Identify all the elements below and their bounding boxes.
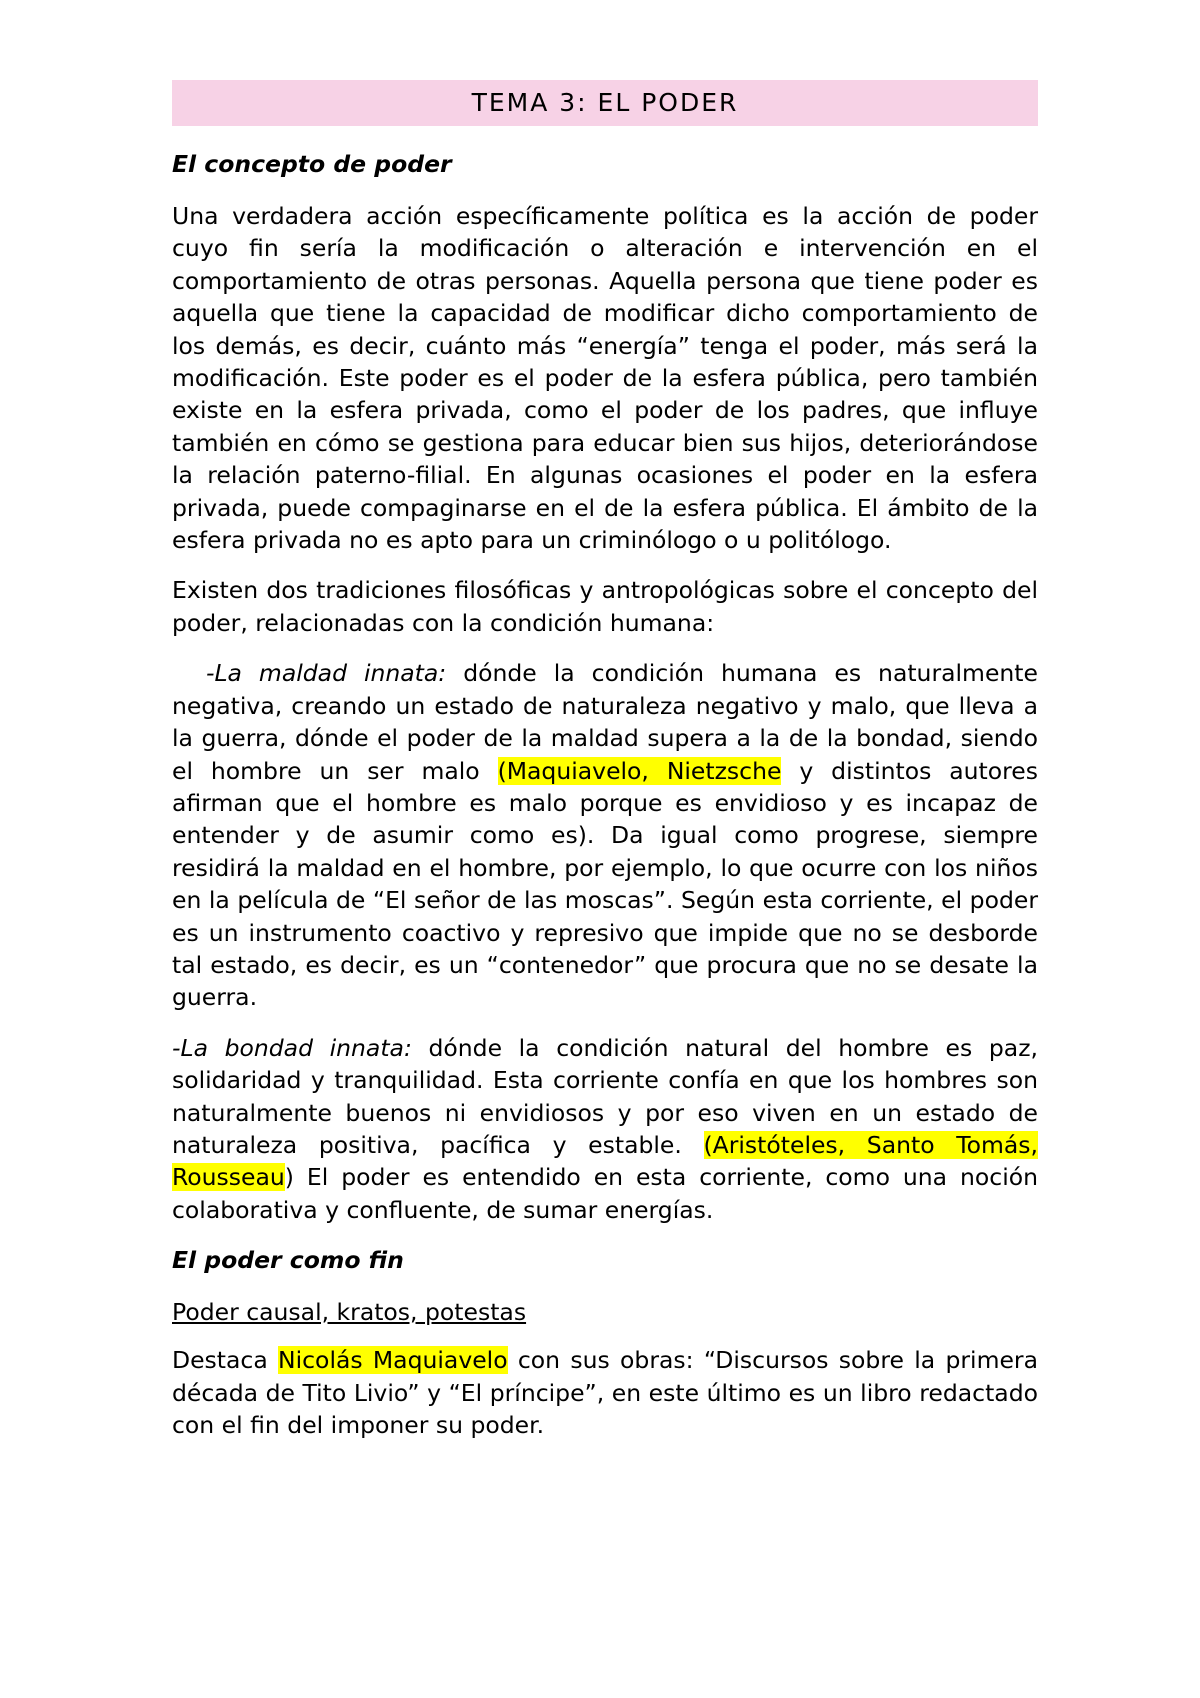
bondad-innata-label: -La bondad innata: <box>172 1033 412 1062</box>
maldad-text-b: y distintos autores afirman que el hombre es malo porque es envidioso y es incapaz de entender y de asumir como es). Da igual como progrese, siempre residirá la maldad en el hombre, por ejemplo, lo que ocurre con los niños en la película de “El señor de las moscas”. Según esta corriente, el poder es un instrumento coactivo y represivo que impide que no se desborde tal estado, es decir, es un “contenedor” que procura que no se desate la guerra. <box>172 756 1046 1012</box>
bondad-text-b: ) El poder es entendido en esta corriente, como una noción colaborativa y confluente, de sumar energías. <box>172 1163 1038 1224</box>
maldad-text-a: dónde la condición humana es naturalmente negativa, creando un estado de naturaleza negativo y malo, que lleva a la guerra, dónde el poder de la maldad supera a la de la bondad, siendo el hombre un ser malo <box>172 659 1046 785</box>
highlight-nicolas-maquiavelo: Nicolás Maquiavelo <box>278 1346 508 1375</box>
document-page <box>172 80 1046 1459</box>
paragraph-maldad-innata <box>172 657 1046 1013</box>
maquiavelo-text-a: Destaca <box>172 1346 279 1375</box>
page-title: TEMA 3: EL PODER <box>172 80 1038 126</box>
bondad-text-a: dónde la condición natural del hombre es paz, solidaridad y tranquilidad. Esta corriente confía en que los hombres son naturalmente buenos ni envidiosos y por eso viven en un estado de naturaleza positiva, pacífica y estable. <box>172 1033 1038 1159</box>
subheading-poder-causal: Poder causal, kratos, potestas <box>172 1298 527 1327</box>
paragraph-bondad-innata <box>172 1032 1038 1226</box>
paragraph-maquiavelo <box>172 1344 1038 1441</box>
section-heading-concepto: El concepto de poder <box>172 150 452 178</box>
paragraph-tradiciones: Existen dos tradiciones filosóficas y antropológicas sobre el concepto del poder, relacionadas con la condición humana: <box>172 576 1038 637</box>
section-heading-poder-fin: El poder como fin <box>172 1246 404 1275</box>
highlight-aristoteles-rousseau: (Aristóteles, Santo Tomás, Rousseau <box>172 1130 1038 1192</box>
maquiavelo-text-b: con sus obras: “Discursos sobre la primera década de Tito Livio” y “El príncipe”, en este último es un libro redactado con el fin del imponer su poder. <box>172 1346 1038 1439</box>
paragraph-concepto: Una verdadera acción específicamente política es la acción de poder cuyo fin sería la modificación o alteración e intervención en el comportamiento de otras personas. Aquella persona que tiene poder es aquella que tiene la capacidad de modificar dicho comportamiento de los demás, es decir, cuánto más “energía” tenga el poder, más será la modificación. Este poder es el poder de la esfera pública, pero también existe en la esfera privada, como el poder de los padres, que influye también en cómo se gestiona para educar bien sus hijos, deteriorándose la relación paterno-filial. En algunas ocasiones el poder en la esfera privada, puede compaginarse en el de la esfera pública. El ámbito de la esfera privada no es apto para un criminólogo o u politólogo. <box>172 202 1038 555</box>
maldad-innata-label: -La maldad innata: <box>172 659 447 688</box>
highlight-maquiavelo-nietzsche: (Maquiavelo, Nietzsche <box>497 756 782 785</box>
